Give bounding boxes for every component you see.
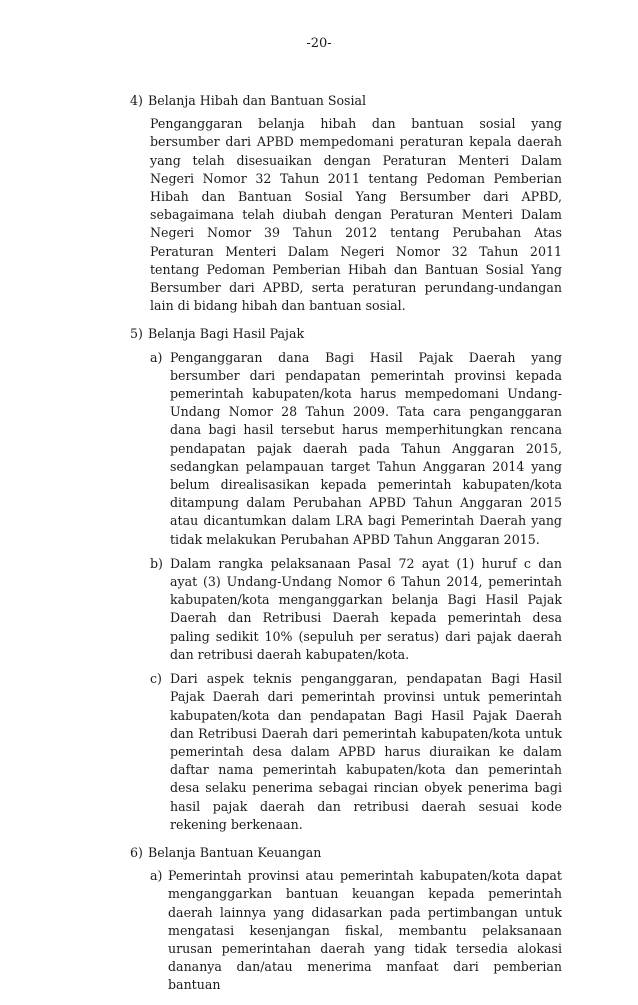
item-label: c): [150, 671, 162, 687]
section-title: Belanja Bantuan Keuangan: [148, 844, 322, 860]
item-text: Pemerintah provinsi atau pemerintah kabupaten/kota dapat menganggarkan bantuan keuangan kepada pemerintah daerah lainnya yang didasarkan pada pertimbangan untuk mengatasi kesenjangan fiskal, membantu pelaksanaan urusan pemerintahan daerah yang tidak tersedia alokasi dananya dan/atau menerima manfaat dari pemberian bantuan: [168, 868, 562, 993]
page-number: -20-: [306, 36, 332, 51]
item-text: Dalam rangka pelaksanaan Pasal 72 ayat (1) huruf c dan ayat (3) Undang-Undang Nomor 6 Tahun 2014, pemerintah kabupaten/kota menganggarkan belanja Bagi Hasil Pajak Daerah dan Retribusi Daerah kepada pemerintah desa paling sedikit 10% (sepuluh per seratus) dari pajak daerah dan retribusi daerah kabupaten/kota.: [170, 555, 562, 662]
section-heading: [130, 92, 562, 110]
section-heading: [130, 844, 562, 862]
section-number: 4): [130, 93, 143, 108]
section-4: [130, 92, 562, 315]
section-title: Belanja Bagi Hasil Pajak: [148, 326, 305, 342]
item-text: Penganggaran dana Bagi Hasil Pajak Daerah yang bersumber dari pendapatan pemerintah provinsi kepada pemerintah kabupaten/kota harus mempedomani Undang-Undang Nomor 28 Tahun 2009. Tata cara penganggaran dana bagi hasil tersebut harus memperhitungkan rencana pendapatan pajak daerah pada Tahun Anggaran 2015, sedangkan pelampauan target Tahun Anggaran 2014 yang belum direalisasikan kepada pemerintah kabupaten/kota ditampung dalam Perubahan APBD Tahun Anggaran 2015 atau dicantumkan dalam LRA bagi Pemerintah Daerah yang tidak melakukan Perubahan APBD Tahun Anggaran 2015.: [170, 349, 562, 547]
section-number: 5): [130, 326, 143, 342]
section-5: [130, 325, 562, 833]
item-label: a): [150, 349, 163, 365]
list-item: [150, 670, 562, 834]
section-paragraph: Penganggaran belanja hibah dan bantuan sosial yang bersumber dari APBD mempedomani peraturan kepala daerah yang telah disesuaikan dengan Peraturan Menteri Dalam Negeri Nomor 32 Tahun 2011 tentang Pedoman Pemberian Hibah dan Bantuan Sosial Yang Bersumber dari APBD, sebagaimana telah diubah dengan Peraturan Menteri Dalam Negeri Nomor 39 Tahun 2012 tentang Perubahan Atas Peraturan Menteri Dalam Negeri Nomor 32 Tahun 2011 tentang Pedoman Pemberian Hibah dan Bantuan Sosial Yang Bersumber dari APBD, serta peraturan perundang-undangan lain di bidang hibah dan bantuan sosial.: [150, 116, 562, 314]
section-heading: [130, 325, 562, 343]
section-number: 6): [130, 844, 143, 860]
list-item: [150, 349, 562, 549]
item-text: Dari aspek teknis penganggaran, pendapatan Bagi Hasil Pajak Daerah dari pemerintah provinsi untuk pemerintah kabupaten/kota dan pendapatan Bagi Hasil Pajak Daerah dan Retribusi Daerah dari pemerintah kabupaten/kota untuk pemerintah desa dalam APBD harus diuraikan ke dalam daftar nama pemerintah kabupaten/kota dan pemerintah desa selaku penerima sebagai rincian obyek penerima bagi hasil pajak daerah dan retribusi daerah sesuai kode rekening berkenaan.: [170, 671, 562, 832]
item-label: b): [150, 555, 163, 571]
section-6: [130, 844, 562, 995]
document-body: [130, 92, 562, 1005]
list-item: [150, 555, 562, 664]
list-item: [150, 867, 562, 994]
item-label: a): [150, 868, 163, 884]
section-title: Belanja Hibah dan Bantuan Sosial: [148, 93, 367, 108]
